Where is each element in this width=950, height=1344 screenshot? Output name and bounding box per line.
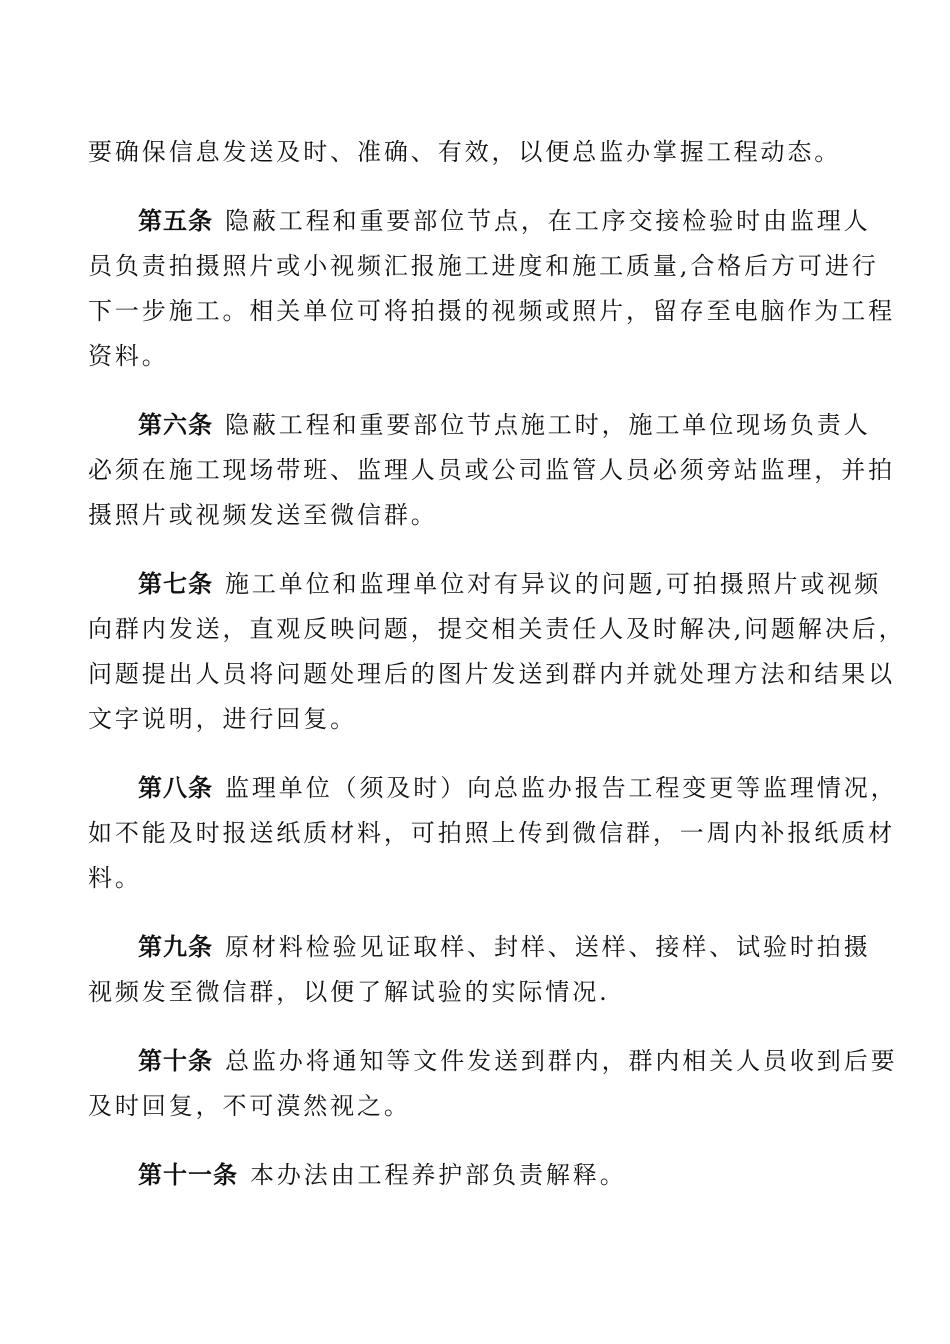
article-5-line-4: 资料。	[88, 342, 169, 370]
article-7-first-line	[138, 564, 882, 604]
article-11-label: 第十一条	[138, 1161, 238, 1189]
opening-line: 要确保信息发送及时、准确、有效，以便总监办掌握工程动态。	[88, 138, 842, 166]
article-8-line-3: 料。	[88, 864, 142, 892]
article-6-line-2: 必须在施工现场带班、监理人员或公司监管人员必须旁站监理，并拍	[88, 456, 895, 484]
article-7-label: 第七条	[138, 570, 213, 598]
article-10-line-2: 及时回复，不可漠然视之。	[88, 1092, 411, 1120]
article-6-line-3: 摄照片或视频发送至微信群。	[88, 501, 438, 529]
article-5-line-3: 下一步施工。相关单位可将拍摄的视频或照片，留存至电脑作为工程	[88, 297, 895, 325]
article-5-first-line	[138, 201, 871, 241]
article-8-label: 第八条	[138, 774, 213, 802]
article-7-text: 施工单位和监理单位对有异议的问题,可拍摄照片或视频	[225, 570, 882, 598]
article-9-line-2: 视频发至微信群，以便了解试验的实际情况.	[88, 978, 610, 1006]
article-10-text: 总监办将通知等文件发送到群内，群内相关人员收到后要	[225, 1047, 898, 1075]
article-8-first-line	[138, 768, 898, 808]
article-11-text: 本办法由工程养护部负责解释。	[250, 1161, 627, 1189]
article-7-line-4: 文字说明，进行回复。	[88, 705, 357, 733]
article-5-line-2: 员负责拍摄照片或小视频汇报施工进度和施工质量,合格后方可进行	[88, 252, 879, 280]
article-8-text: 监理单位（须及时）向总监办报告工程变更等监理情况，	[225, 774, 898, 802]
article-9-label: 第九条	[138, 933, 213, 961]
article-8-line-2: 如不能及时报送纸质材料，可拍照上传到微信群，一周内补报纸质材	[88, 819, 895, 847]
article-6-label: 第六条	[138, 411, 213, 439]
article-7-line-2: 向群内发送，直观反映问题，提交相关责任人及时解决,问题解决后，	[88, 615, 906, 643]
article-5-label: 第五条	[138, 207, 213, 235]
article-7-line-3: 问题提出人员将问题处理后的图片发送到群内并就处理方法和结果以	[88, 660, 895, 688]
article-10-first-line	[138, 1041, 898, 1081]
article-5-text: 隐蔽工程和重要部位节点，在工序交接检验时由监理人	[225, 207, 871, 235]
article-10-label: 第十条	[138, 1047, 213, 1075]
article-6-text: 隐蔽工程和重要部位节点施工时，施工单位现场负责人	[225, 411, 871, 439]
article-11-first-line	[138, 1155, 868, 1195]
article-9-text: 原材料检验见证取样、封样、送样、接样、试验时拍摄	[225, 933, 871, 961]
article-9-first-line	[138, 927, 871, 967]
article-6-first-line	[138, 405, 871, 445]
